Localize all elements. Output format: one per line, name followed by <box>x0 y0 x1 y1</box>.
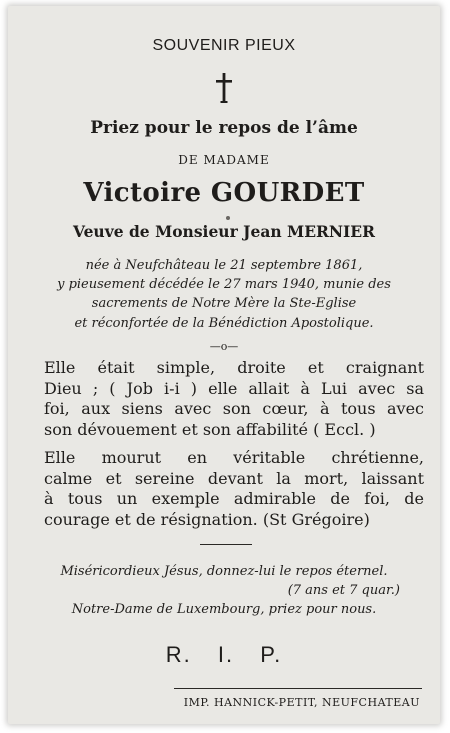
rip-letter: I. <box>217 642 235 667</box>
bio-line: née à Neufchâteau le 21 septembre 1861, <box>85 258 363 273</box>
memorial-card <box>8 6 440 724</box>
invocation-text: Miséricordieux Jésus, donnez-lui le repos éternel. <box>60 564 388 579</box>
paragraph-line: son dévouement et son affabilité ( Eccl. ) <box>44 419 376 439</box>
cross-icon <box>8 72 440 104</box>
prayer-line: Priez pour le repos de l’âme <box>90 118 358 138</box>
paragraph-virtues <box>44 358 424 440</box>
paragraph-line: Elle mourut en véritable chrétienne, <box>44 448 424 467</box>
biography <box>8 256 440 333</box>
deceased-name: Victoire GOURDET <box>83 178 365 208</box>
short-divider <box>200 544 252 545</box>
indulgence-text: (7 ans et 7 quar.) <box>287 583 400 598</box>
paragraph-line: à tous un exemple admirable de foi, de <box>44 489 424 508</box>
rip-letter: P. <box>260 642 283 667</box>
bio-line: y pieusement décédée le 27 mars 1940, munie des <box>57 277 391 293</box>
rip-inscription <box>8 642 440 668</box>
invocation-jesus <box>8 562 440 600</box>
widow-of-line: Veuve de Monsieur Jean MERNIER <box>72 222 376 241</box>
paragraph-line: foi, aux siens avec son cœur, à tous avec <box>44 399 424 418</box>
printer-imprint: IMP. HANNICK-PETIT, NEUFCHATEAU <box>183 696 420 709</box>
bottom-divider <box>174 688 422 689</box>
invocation-notre-dame: Notre-Dame de Luxembourg, priez pour nous. <box>71 602 377 617</box>
bio-line: et réconfortée de la Bénédiction Apostolique. <box>74 315 374 331</box>
paragraph-line: Dieu ; ( Job i-i ) elle allait à Lui avec sa <box>44 378 424 398</box>
ornament-divider: —o— <box>209 340 239 353</box>
bio-line: sacrements de Notre Mère la Ste-Eglise <box>91 296 357 312</box>
paragraph-line: courage et de résignation. (St Grégoire) <box>44 509 370 529</box>
rip-letter: R. <box>165 642 192 667</box>
paragraph-line: calme et sereine devant la mort, laissant <box>44 468 424 488</box>
ink-dot <box>226 216 230 220</box>
card-heading: SOUVENIR PIEUX <box>152 37 296 54</box>
paragraph-line: Elle était simple, droite et craignant <box>44 358 424 377</box>
paragraph-death <box>44 448 424 530</box>
title-line: DE MADAME <box>178 153 270 167</box>
